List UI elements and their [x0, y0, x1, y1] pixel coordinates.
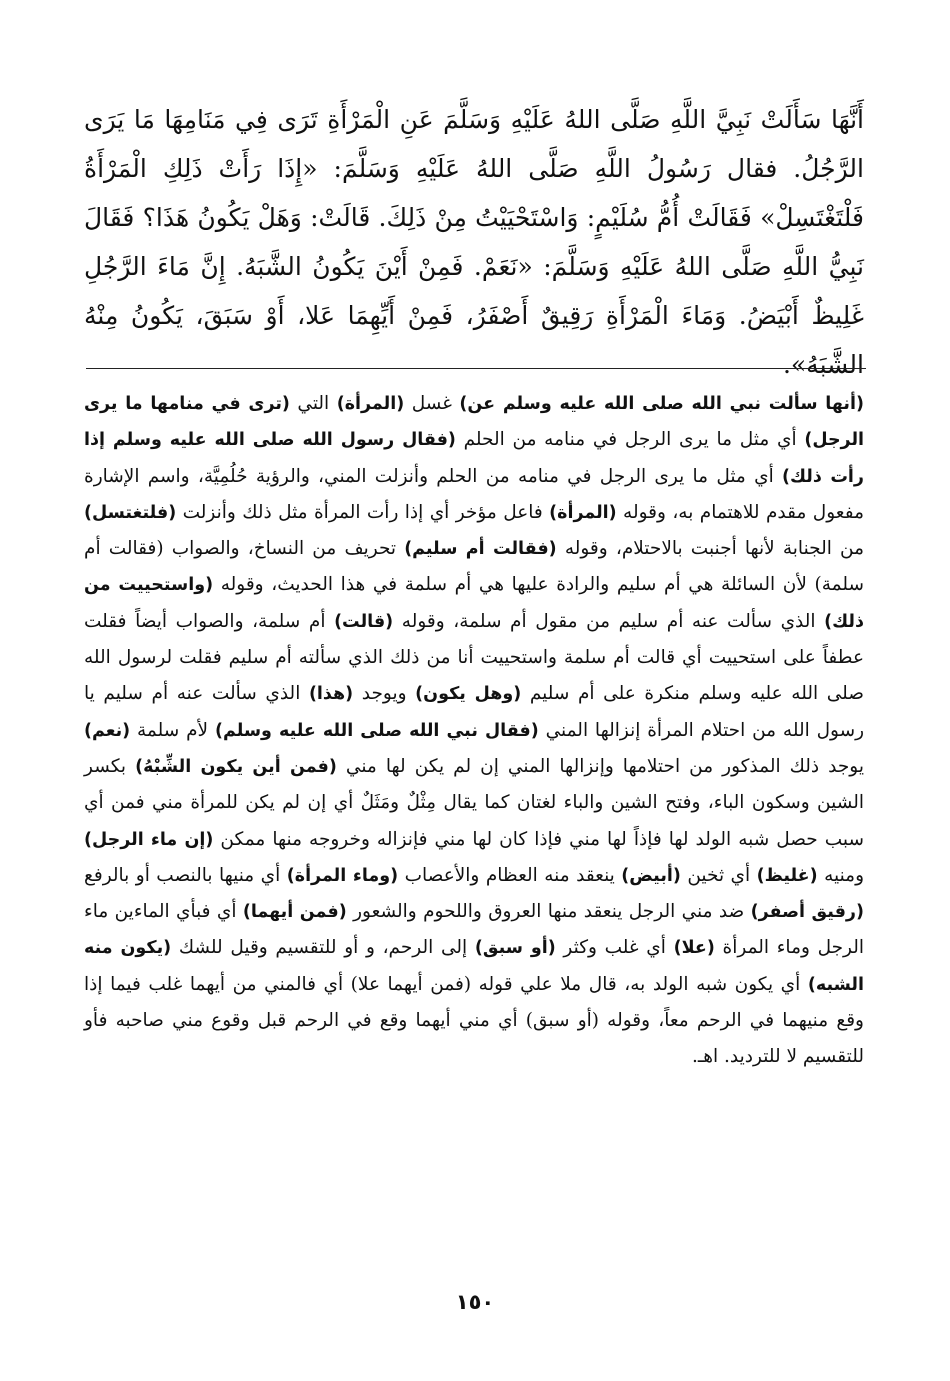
commentary-block — [84, 386, 864, 1076]
commentary-segment-quote: (يكون منه الشبه) — [84, 938, 864, 995]
commentary-segment-quote: (أو سبق) — [474, 938, 556, 959]
commentary-segment: أي مثل ما يرى الرجل في منامه من الحلم وأنزلت المني، والرؤية حُلُمِيَّة، واسم الإشارة مفعول مقدم للاهتمام به، وقوله — [84, 465, 864, 523]
commentary-segment: أي ثخين — [680, 864, 757, 886]
commentary-segment: يوجد ذلك المذكور من احتلامها وإنزالها المني إن لم يكن لها مني — [336, 755, 864, 777]
commentary-segment: إلى الرحم، و أو للتقسيم وقيل للشك — [171, 937, 475, 959]
footnote-separator — [86, 368, 866, 369]
commentary-segment: تحريف من النساخ، والصواب (فقالت أم سلمة) لأن السائلة هي أم سليم والرادة عليها هي أم سلمة في هذا الحديث، وقوله — [84, 538, 864, 596]
commentary-segment-quote: (قالت) — [334, 611, 394, 632]
commentary-segment: أي فبأي الماءين ماء الرجل وماء المرأة — [84, 901, 865, 959]
commentary-segment-quote: (نعم) — [84, 720, 131, 741]
commentary-segment: بكسر الشين وسكون الباء، وفتح الشين والباء لغتان كما يقال مِثْلٌ ومَثَلٌ أي إن لم يكن للمرأة مني فمن أي سبب حصل شبه الولد لها فإذاً لها مني فإذا كان لها مني فإنزاله وخروجه منها ممكن — [84, 755, 864, 850]
commentary-segment-quote: (فمن أين يكون الشِّبْهُ) — [135, 756, 337, 777]
commentary-segment-quote: (فمن أيهما) — [242, 902, 347, 923]
commentary-segment-quote: (المرأة) — [336, 394, 405, 414]
hadith-text: أَنَّهَا سَأَلَتْ نَبِيَّ اللَّهِ صَلَّى اللهُ عَلَيْهِ وَسَلَّمَ عَنِ الْمَرْأَةِ تَرَى فِي مَنَامِهَا مَا يَرَى الرَّجُلُ. فقال رَسُولُ اللَّهِ صَلَّى اللهُ عَلَيْهِ وَسَلَّمَ: «إِذَا رَأَتْ ذَلِكِ الْمَرْأَةُ فَلْتَغْتَسِلْ» فَقَالَتْ أُمُّ سُلَيْمٍ: وَاسْتَحْيَيْتُ مِنْ ذَلِكَ. قَالَتْ: وَهَلْ يَكُونُ هَذَا؟ فَقَالَ نَبِيُّ اللَّهِ صَلَّى اللهُ عَلَيْهِ وَسَلَّمَ: «نَعَمْ. فَمِنْ أَيْنَ يَكُونُ الشَّبَهُ. إِنَّ مَاءَ الرَّجُلِ غَلِيظٌ أَبْيَضُ. وَمَاءَ الْمَرْأَةِ رَقِيقٌ أَصْفَرُ، فَمِنْ أَيِّهِمَا عَلا، أَوْ سَبَقَ، يَكُونُ مِنْهُ الشَّبَهُ». — [84, 105, 864, 379]
commentary-segment-quote: (فلتغتسل) — [84, 502, 177, 523]
page-number: ١٥٠ — [455, 1290, 495, 1314]
commentary-segment: فاعل مؤخر أي إذا رأت المرأة مثل ذلك وأنزلت — [176, 501, 550, 523]
commentary-segment: ينعقد منه العظام والأعصاب — [398, 864, 622, 886]
commentary-segment-quote: (وماء المرأة) — [286, 865, 399, 886]
hadith-text-block — [84, 95, 864, 389]
commentary-segment-quote: (هذا) — [308, 684, 354, 705]
commentary-segment-quote: (رقيق أصفر) — [750, 902, 864, 923]
commentary-segment-quote: (أبيض) — [621, 865, 681, 886]
commentary-segment: الذي سألت عنه أم سليم يا رسول الله من احتلام المرأة إنزالها المني — [84, 683, 865, 741]
commentary-segment-quote: (فقال رسول الله صلى الله عليه وسلم إذا رأت ذلك) — [84, 430, 864, 487]
commentary-segment-quote: (إن ماء الرجل) — [84, 829, 214, 850]
commentary-segment: أي غلب وكثر — [555, 937, 674, 959]
commentary-segment: الذي سألت عنه أم سليم من مقول أم سلمة، وقوله — [393, 610, 825, 632]
commentary-segment-quote: (علا) — [673, 938, 715, 959]
commentary-segment-quote: (أنها سألت نبي الله صلى الله عليه وسلم عن) — [459, 394, 864, 414]
commentary-segment: التي — [289, 393, 337, 414]
commentary-segment-quote: (فقالت أم سليم) — [404, 539, 557, 560]
commentary-segment-quote: (ترى في منامها ما يرى الرجل) — [84, 394, 865, 451]
commentary-segment: ومنيه — [817, 864, 865, 886]
commentary-segment: أي منيها بالنصب أو بالرفع — [84, 864, 287, 886]
commentary-segment: أم سلمة، والصواب أيضاً فقلت عطفاً على استحييت أي قالت أم سلمة واستحييت أنا من ذلك الذي سألته أم سليم فقلت لرسول الله صلى الله عليه وسلم منكرة على أم سليم — [84, 610, 864, 705]
commentary-segment-quote: (وهل يكون) — [415, 684, 522, 705]
commentary-segment: من الجنابة لأنها أجنبت بالاحتلام، وقوله — [556, 538, 865, 560]
commentary-segment-quote: (واستحييت من ذلك) — [84, 575, 864, 632]
commentary-segment: أي مثل ما يرى الرجل في منامه من الحلم — [455, 429, 805, 451]
commentary-segment: غسل — [404, 393, 460, 414]
commentary-segment: ضد مني الرجل ينعقد منها العروق واللحوم والشعور — [346, 901, 751, 923]
commentary-segment-quote: (المرأة) — [549, 502, 617, 523]
commentary-segment-quote: (غليظ) — [756, 865, 818, 886]
commentary-segment: لأم سلمة — [130, 719, 215, 741]
commentary-segment-quote: (فقال نبي الله صلى الله عليه وسلم) — [214, 720, 539, 741]
commentary-segment: ويوجد — [353, 683, 416, 705]
commentary-segment: أي يكون شبه الولد به، قال ملا علي قوله (فمن أيهما علا) أي فالمني من أيهما غلب فيما إذا وقع منيهما في الرحم معاً، وقوله (أو سبق) أي مني أيهما وقع في الرحم قبل وقوع مني صاحبه فأو للتقسيم لا للترديد. اهـ. — [84, 973, 864, 1068]
